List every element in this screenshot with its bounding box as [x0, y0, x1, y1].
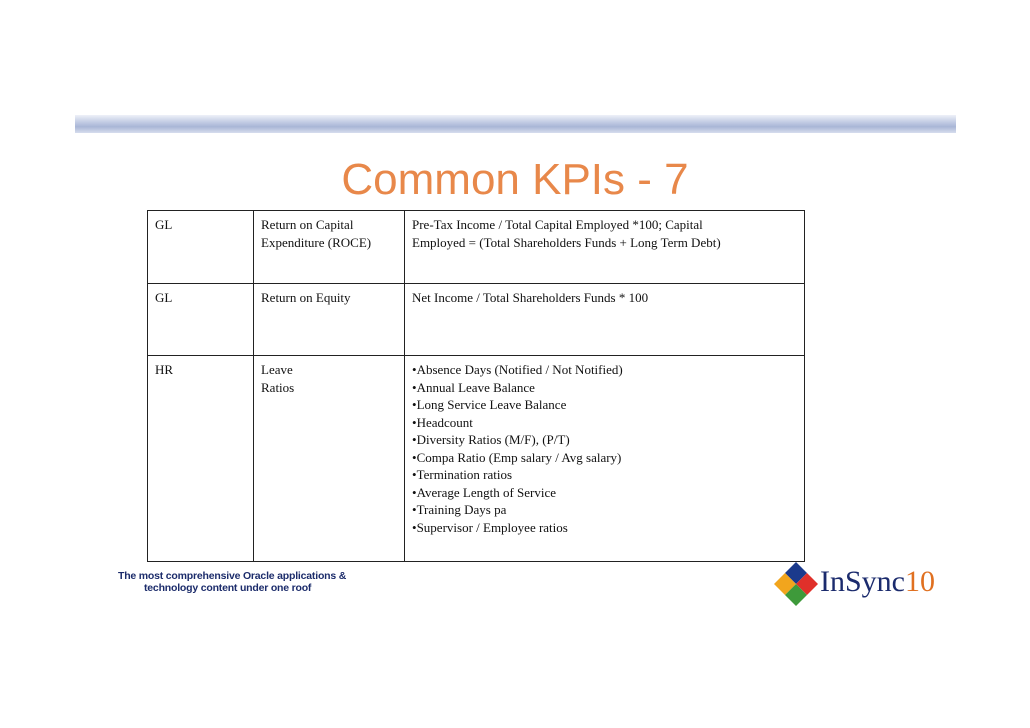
list-item: • Long Service Leave Balance — [412, 396, 797, 414]
tagline-line-1: The most comprehensive Oracle applications & — [118, 570, 347, 582]
logo-wordmark — [820, 565, 935, 599]
kpi-name-cell: Return on Capital Expenditure (ROCE) — [254, 211, 405, 284]
module-cell: GL — [148, 211, 254, 284]
module-cell: HR — [148, 356, 254, 562]
module-cell: GL — [148, 284, 254, 356]
hr-kpi-list — [412, 361, 797, 536]
kpi-name-cell: Leave Ratios — [254, 356, 405, 562]
table-row — [148, 211, 805, 284]
list-item: • Termination ratios — [412, 466, 797, 484]
list-item: • Average Length of Service — [412, 484, 797, 502]
list-item: • Diversity Ratios (M/F), (P/T) — [412, 431, 797, 449]
list-item: • Supervisor / Employee ratios — [412, 519, 797, 537]
kpi-definition-cell: Net Income / Total Shareholders Funds * 100 — [405, 284, 805, 356]
list-item: • Absence Days (Notified / Not Notified) — [412, 361, 797, 379]
footer-tagline — [118, 570, 346, 594]
list-item: • Headcount — [412, 414, 797, 432]
logo-text: InSync — [820, 565, 905, 598]
tagline-line-2: technology content under one roof — [144, 582, 312, 594]
slide-title: Common KPIs - 7 — [341, 155, 689, 204]
list-item: • Annual Leave Balance — [412, 379, 797, 397]
kpi-definition-cell: Pre-Tax Income / Total Capital Employed *100; Capital Employed = (Total Shareholders Funds + Long Term Debt) — [405, 211, 805, 284]
table-row — [148, 284, 805, 356]
list-item: • Compa Ratio (Emp salary / Avg salary) — [412, 449, 797, 467]
logo-number: 10 — [905, 565, 935, 598]
header-band — [75, 115, 956, 133]
kpi-table — [147, 210, 805, 562]
kpi-name-cell: Return on Equity — [254, 284, 405, 356]
kpi-definition-cell — [405, 356, 805, 562]
table-row — [148, 356, 805, 562]
list-item: • Training Days pa — [412, 501, 797, 519]
